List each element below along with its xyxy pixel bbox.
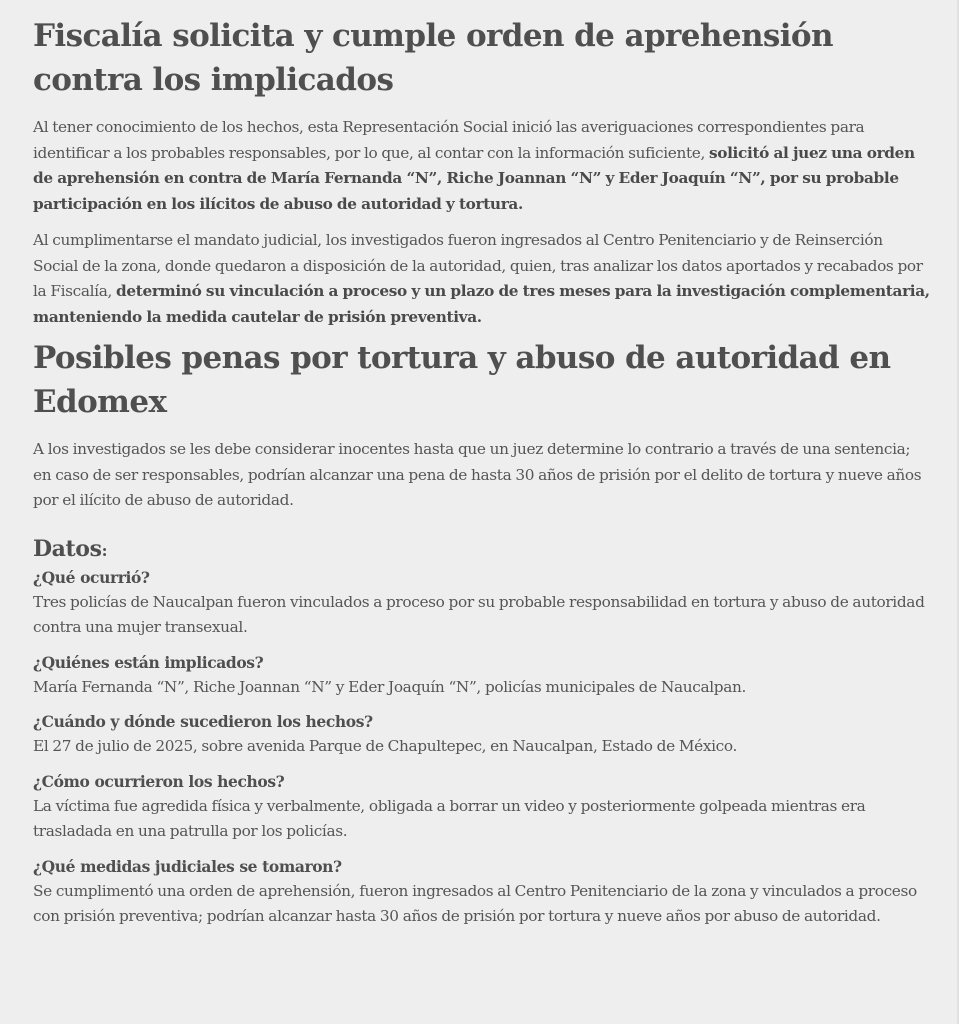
datos-heading (33, 535, 931, 565)
datos-question: ¿Qué ocurrió? (33, 567, 150, 587)
datos-question: ¿Cuándo y dónde sucedieron los hechos? (33, 712, 373, 731)
paragraph-mandato (33, 228, 931, 330)
paragraph-averiguaciones (33, 115, 931, 217)
paragraph-bold-text: determinó su vinculación a proceso y un plazo de tres meses para la investigación complementaria, manteniendo la medida cautelar de prisión preventiva. (33, 282, 930, 326)
datos-item (33, 710, 931, 760)
section-heading-aprehension: Fiscalía solicita y cumple orden de aprehensión contra los implicados (33, 18, 833, 98)
datos-item (33, 770, 931, 845)
datos-answer: María Fernanda “N”, Riche Joannan “N” y Eder Joaquín “N”, policías municipales de Naucalpan. (33, 677, 747, 696)
datos-question: ¿Qué medidas judiciales se tomaron? (33, 856, 342, 876)
datos-item (33, 651, 931, 701)
datos-heading-colon: : (101, 540, 108, 560)
datos-answer: El 27 de julio de 2025, sobre avenida Parque de Chapultepec, en Naucalpan, Estado de México. (33, 737, 737, 755)
paragraph-text: Al tener conocimiento de los hechos, esta Representación Social inició las averiguaciones correspondientes para identificar a los probables responsables, por lo que, al contar con la información suficiente, (33, 118, 865, 162)
datos-question: ¿Cómo ocurrieron los hechos? (33, 771, 285, 791)
datos-answer: Tres policías de Naucalpan fueron vinculados a proceso por su probable responsabilidad en tortura y abuso de autoridad contra una mujer transexual. (33, 592, 925, 636)
datos-item (33, 566, 931, 641)
paragraph-text: Al cumplimentarse el mandato judicial, los investigados fueron ingresados al Centro Penitenciario y de Reinserción Social de la zona, donde quedaron a disposición de la autoridad, quien, tras analizar los datos aportados y recabados por la Fiscalía, (33, 231, 923, 300)
section-heading-penas: Posibles penas por tortura y abuso de autoridad en Edomex (33, 340, 891, 420)
paragraph-penas: A los investigados se les debe considerar inocentes hasta que un juez determine lo contrario a través de una sentencia; en caso de ser responsables, podrían alcanzar una pena de hasta 30 años de prisión por el delito de tortura y nueve años por el ilícito de abuso de autoridad. (33, 440, 922, 509)
datos-question: ¿Quiénes están implicados? (33, 652, 264, 672)
datos-answer: Se cumplimentó una orden de aprehensión, fueron ingresados al Centro Penitenciario de la zona y vinculados a proceso con prisión preventiva; podrían alcanzar hasta 30 años de prisión por tortura y nueve años por abuso de autoridad. (33, 881, 917, 925)
datos-answer: La víctima fue agredida física y verbalmente, obligada a borrar un video y posteriormente golpeada mientras era trasladada en una patrulla por los policías. (33, 796, 866, 840)
article-body (33, 0, 931, 930)
paragraph-bold-text: solicitó al juez una orden de aprehensión en contra de María Fernanda “N”, Riche Joannan “N” y Eder Joaquín “N”, por su probable participación en los ilícitos de abuso de autoridad y tortura. (33, 143, 915, 213)
datos-item (33, 855, 931, 930)
datos-heading-text: Datos (33, 535, 102, 562)
